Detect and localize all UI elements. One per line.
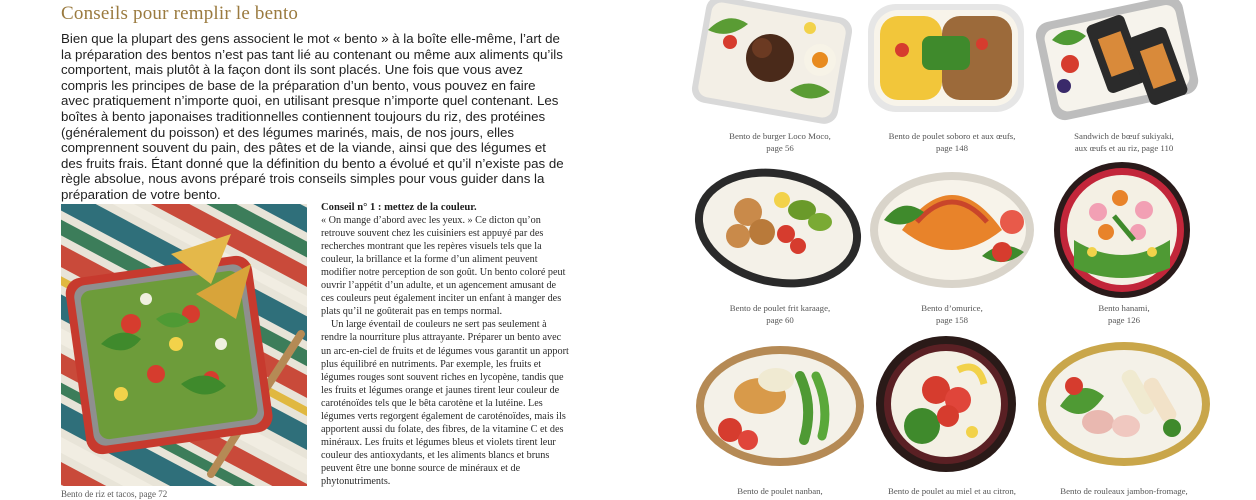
bento-card-ham-cheese-rolls [1034, 336, 1214, 496]
bento-caption: Bento hanami, page 126 [1098, 303, 1150, 325]
nanban-bento-image [690, 336, 870, 476]
section-title: Conseils pour remplir le bento [61, 3, 299, 24]
tip-title: Conseil n° 1 : mettez de la couleur. [321, 202, 477, 213]
tip-paragraph: Un large éventail de couleurs ne sert pas seulement à rendre la nourriture plus attrayante. Préparer un bento avec un arc-en-ciel de fruits et de légumes vous garantit un apport plus équilibré en nutriments. Par exemple, les fruits et légumes rouges sont souvent riches en lycopène, tandis que les fruits et légumes orange et jaunes tirent leur couleur de caroténoïdes tels que le bêta carotène et la lutéine. Les légumes verts regorgent également de caroténoïdes, mais ils apportent aussi du folate, des fibres, de la vitamine C et des minéraux. Les fruits et légumes bleus et violets tirent leur couleur des antioxydants, et les aliments blancs et bruns peuvent être une bonne source de minéraux et de phytonutriments. [321, 319, 569, 487]
bento-card-hanami [1034, 160, 1214, 325]
bento-caption: Bento de poulet nanban, [737, 486, 823, 496]
karaage-bento-image [690, 160, 870, 298]
bento-card-honey-lemon [862, 330, 1042, 496]
bento-caption: Bento de rouleaux jambon-fromage, [1060, 486, 1188, 496]
bento-caption: Bento de poulet frit karaage, page 60 [729, 303, 831, 325]
bento-card-nanban [690, 336, 870, 496]
bento-caption: Bento de poulet au miel et au citron, [887, 486, 1016, 496]
omurice-bento-image [862, 160, 1042, 298]
bento-caption: Sandwich de bœuf sukiyaki, aux œufs et au riz, page 110 [1074, 131, 1174, 153]
hanami-bento-image [1034, 160, 1214, 298]
tip-1-column [321, 201, 571, 488]
ham-cheese-rolls-bento-image [1034, 336, 1214, 476]
rice-tacos-bento-image [61, 204, 307, 486]
soboro-bento-image [862, 0, 1042, 124]
bento-caption: Bento de poulet soboro et aux œufs, page 148 [888, 131, 1016, 153]
bento-card-soboro [862, 0, 1042, 153]
tip-paragraph: « On mange d’abord avec les yeux. » Ce dicton qu’on retrouve souvent chez les cuisiniers est appuyé par des recherches montrant que les repères visuels tels que la couleur, la brillance et la forme d’un aliment peuvent modifier notre perception de son goût. Un bento coloré peut ouvrir l’appétit d’un adulte, et un agencement amusant de ces couleurs peut également inciter un enfant à manger des plats qu’il ne goûterait pas en temps normal. [321, 215, 566, 318]
bento-card-omurice [862, 160, 1042, 325]
honey-lemon-bento-image [862, 330, 1042, 476]
sukiyaki-sandwich-image [1034, 0, 1214, 124]
photo-caption: Bento de riz et tacos, page 72 [61, 489, 168, 499]
bento-card-karaage [690, 160, 870, 325]
intro-paragraph: Bien que la plupart des gens associent le mot « bento » à la boîte elle-même, l’art de la préparation des bentos n’est pas tant lié au contenant ou même aux aliments qu’ils comportent, mais plutôt à la façon dont ils sont placés. Une fois que vous avez compris les principes de base de la préparation d’un bento, vous pouvez en faire avec pratiquement n’importe quoi, en utilisant presque n’importe quel contenant. Les boîtes à bento japonaises traditionnelles contiennent toujours du riz, des protéines (généralement du poisson) et des légumes marinés, mais, de nos jours, elles comprennent souvent du pain, des pâtes et de la viande, ainsi que des légumes et des fruits frais. Étant donné que la définition du bento a évolué et qu’il n’existe pas de règle absolue, nous avons préparé trois conseils simples pour vous guider dans la préparation de votre bento. [61, 31, 564, 202]
bento-card-sukiyaki-sandwich [1034, 0, 1214, 153]
bento-caption: Bento de burger Loco Moco, page 56 [729, 131, 831, 153]
rice-tacos-bento-photo [61, 204, 307, 486]
bento-card-loco-moco [690, 0, 870, 153]
loco-moco-bento-image [690, 0, 870, 124]
bento-caption: Bento d’omurice, page 158 [921, 303, 983, 325]
right-page [628, 0, 1256, 500]
